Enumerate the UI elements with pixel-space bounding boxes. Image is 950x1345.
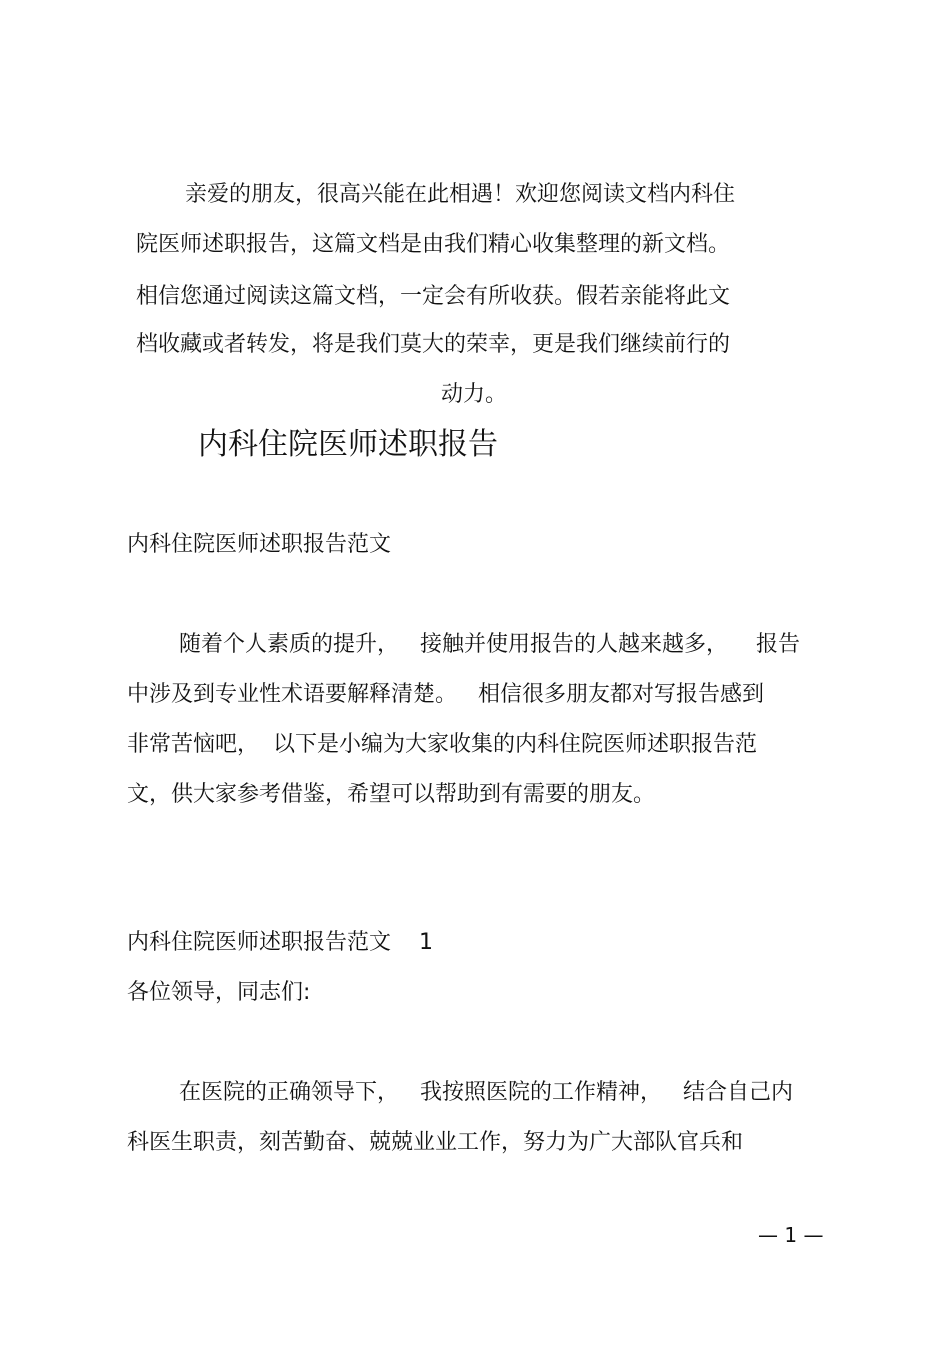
page-number: — 1 — [758,1223,824,1247]
intro-line: 院医师述职报告，这篇文档是由我们精心收集整理的新文档。 [136,232,731,257]
paragraph-line: 在医院的正确领导下， 我按照医院的工作精神， 结合自己内 [179,1080,793,1105]
subtitle: 内科住院医师述职报告范文 [127,532,392,557]
intro-line: 相信您通过阅读这篇文档，一定会有所收获。假若亲能将此文 [136,284,731,309]
intro-line: 档收藏或者转发，将是我们莫大的荣幸，更是我们继续前行的 [136,332,731,357]
paragraph-line: 非常苦恼吧， 以下是小编为大家收集的内科住院医师述职报告范 [127,732,757,757]
paragraph-line: 文，供大家参考借鉴，希望可以帮助到有需要的朋友。 [127,782,656,807]
intro-line: 亲爱的朋友，很高兴能在此相遇！欢迎您阅读文档内科住 [185,182,736,207]
intro-line: 动力。 [441,382,508,407]
section-heading: 内科住院医师述职报告范文 1 [127,930,433,955]
document-title: 内科住院医师述职报告 [198,427,498,462]
paragraph-line: 随着个人素质的提升， 接触并使用报告的人越来越多， 报告 [179,632,800,657]
paragraph-line: 中涉及到专业性术语要解释清楚。 相信很多朋友都对写报告感到 [127,682,764,707]
salutation: 各位领导，同志们: [127,980,311,1005]
paragraph-line: 科医生职责，刻苦勤奋、兢兢业业工作，努力为广大部队官兵和 [127,1130,744,1155]
